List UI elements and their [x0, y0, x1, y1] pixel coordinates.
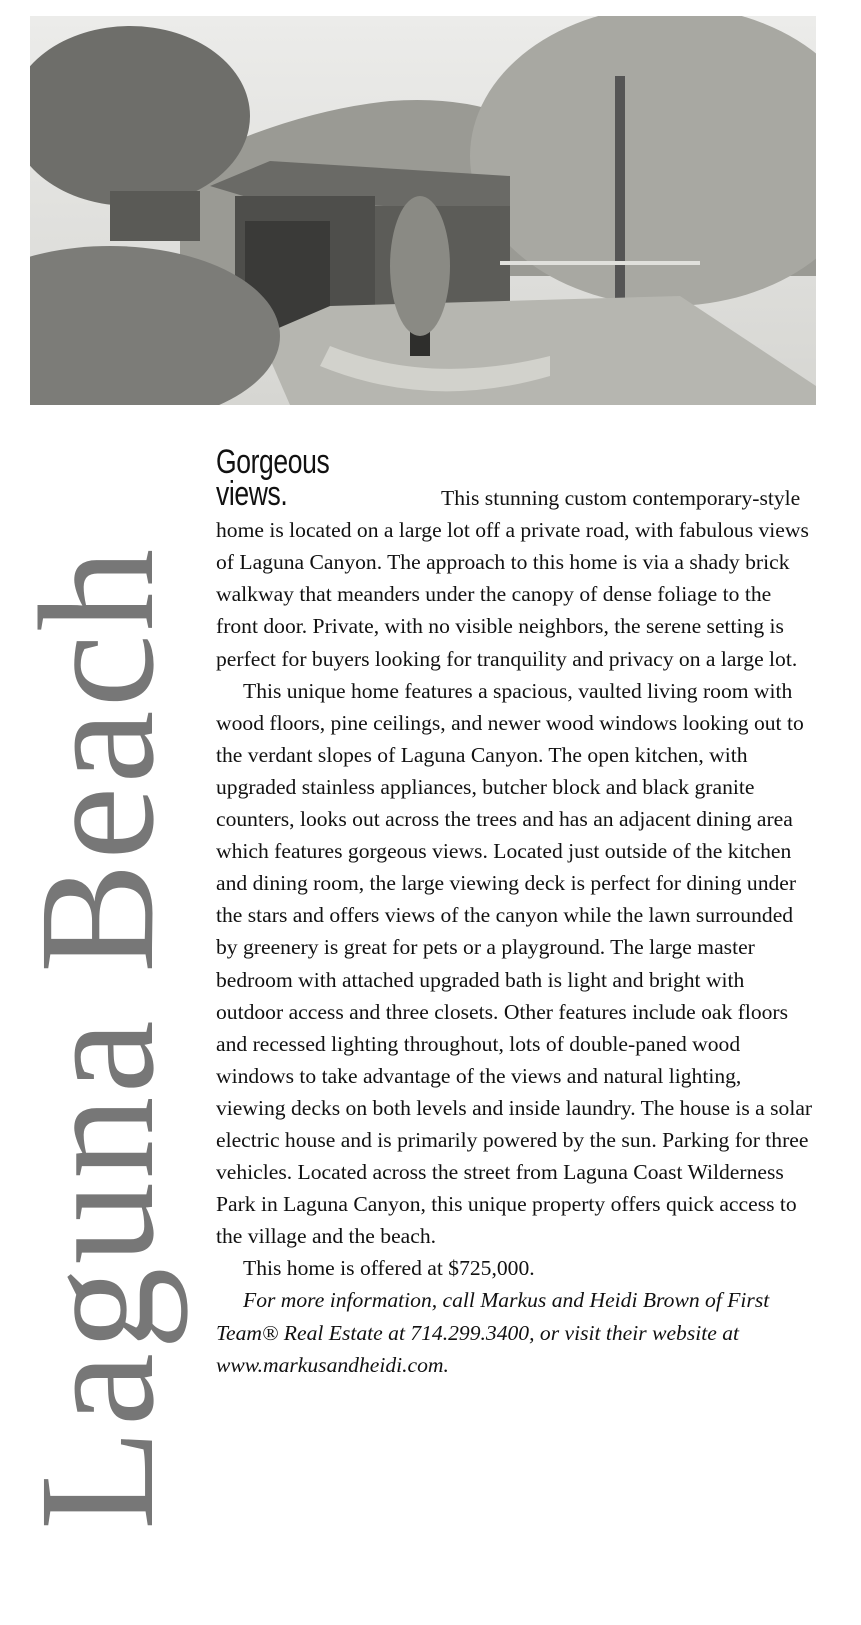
article-body — [216, 443, 816, 1381]
paragraph-1-text: This stunning custom contemporary-style home is located on a large lot off a private road, with fabulous views of Laguna Canyon. The approach to this home is via a shady brick walkway that meanders under the canopy of dense foliage to the front door. Private, with no visible neighbors, the serene setting is perfect for buyers looking for tranquility and privacy on a large lot. — [216, 486, 809, 671]
bamboo-plant — [390, 196, 450, 336]
house-photo-illustration — [30, 16, 816, 405]
side-title: Laguna Beach — [5, 545, 188, 1530]
price-line: This home is offered at $725,000. — [243, 1256, 535, 1281]
headline: Gorgeous views. — [216, 443, 330, 514]
deck-railing — [500, 261, 700, 265]
side-building — [110, 191, 200, 241]
contact-info: For more information, call Markus and Heidi Brown of First Team® Real Estate at 714.299.3400, or visit their website at www.markusandheidi.com. — [216, 1288, 770, 1377]
paragraph-features: This unique home features a spacious, vaulted living room with wood floors, pine ceilings, and newer wood windows looking out to the verdant slopes of Laguna Canyon. The open kitchen, with upgraded stainless appliances, butcher block and black granite counters, looks out across the trees and has an adjacent dining area which features gorgeous views. Located just outside of the kitchen and dining room, the large viewing deck is perfect for dining under the stars and offers views of the canyon while the lawn surrounded by greenery is great for pets or a playground. The large master bedroom with attached upgraded bath is light and bright with outdoor access and three closets. Other features include oak floors and recessed lighting throughout, lots of double-paned wood windows to take advantage of the views and natural lighting, viewing decks on both levels and inside laundry. The house is a solar electric house and is primarily powered by the sun. Parking for three vehicles. Located across the street from Laguna Coast Wilderness Park in Laguna Canyon, this unique property offers quick access to the village and the beach. — [216, 678, 813, 1249]
paragraph-intro — [216, 443, 816, 675]
house-photo — [30, 16, 816, 405]
